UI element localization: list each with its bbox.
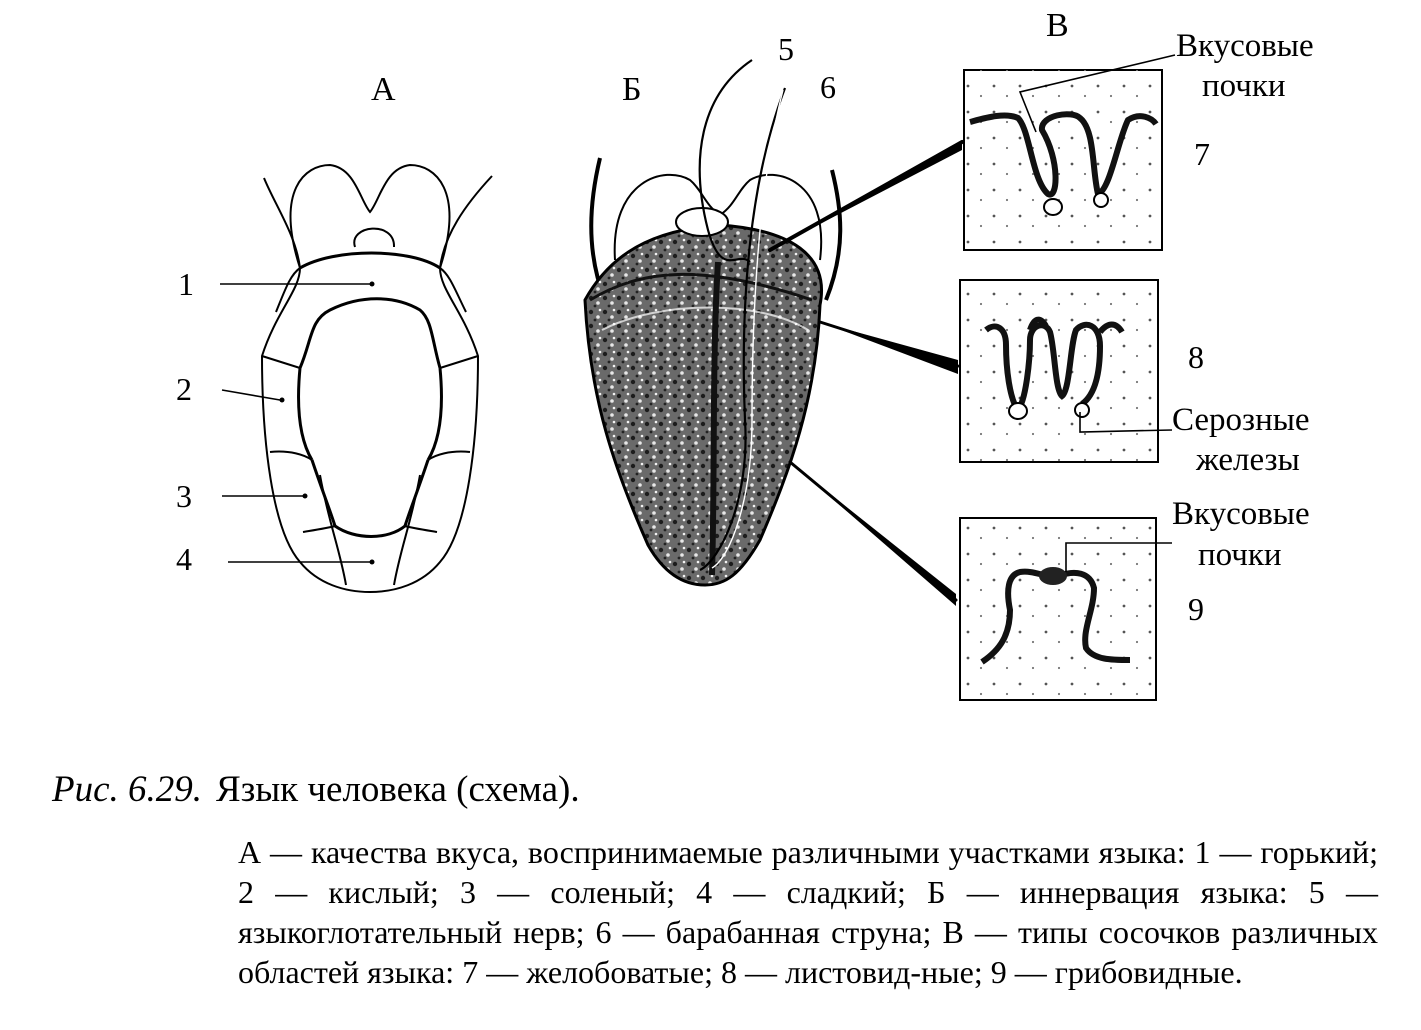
tongue-innervation <box>585 60 840 585</box>
label-1: 1 <box>178 266 194 302</box>
taste-buds-label-bottom-line1: Вкусовые <box>1172 496 1310 532</box>
label-3: 3 <box>176 478 192 514</box>
figure-number: Рис. 6.29. <box>52 769 203 810</box>
panel-c-label: В <box>1046 7 1069 44</box>
label-6: 6 <box>820 69 836 105</box>
figure-caption-body: А — качества вкуса, воспринимаемые различными участками языка: 1 — горький; 2 — кислый; 3 — соленый; 4 — сладкий; Б — иннервация языка: 5 —языкоглотательный нерв; 6 — барабанная струна; В — типы сосочков различных областей языка: 7 — желобоватые; 8 — листовид-ные; 9 — грибовидные. <box>238 834 1378 990</box>
serous-glands-label-line2: железы <box>1196 442 1300 478</box>
taste-buds-label-top-line2: почки <box>1202 68 1286 104</box>
zone-leader-lines <box>220 284 370 562</box>
figure-title: Язык человека (схема). <box>216 769 580 810</box>
zone-3-point <box>303 494 308 499</box>
papilla-9-box <box>960 518 1156 700</box>
zone-2-point <box>280 398 285 403</box>
papilla-7-box <box>964 70 1162 250</box>
taste-buds-label-bottom-line2: почки <box>1198 537 1282 573</box>
label-4: 4 <box>176 541 192 577</box>
zone-4-point <box>370 560 375 565</box>
panel-a-label: А <box>371 71 396 108</box>
figure-caption-title <box>52 768 580 811</box>
label-9: 9 <box>1188 591 1204 627</box>
label-2: 2 <box>176 371 192 407</box>
papilla-8-box <box>960 280 1158 462</box>
zone-1-point <box>370 282 375 287</box>
panel-b-label: Б <box>622 71 642 108</box>
taste-buds-label-top-line1: Вкусовые <box>1176 28 1314 64</box>
label-8: 8 <box>1188 339 1204 375</box>
label-7: 7 <box>1194 136 1210 172</box>
serous-glands-label-line1: Серозные <box>1172 402 1310 438</box>
tongue-taste-zones <box>262 165 492 592</box>
label-5: 5 <box>778 31 794 67</box>
